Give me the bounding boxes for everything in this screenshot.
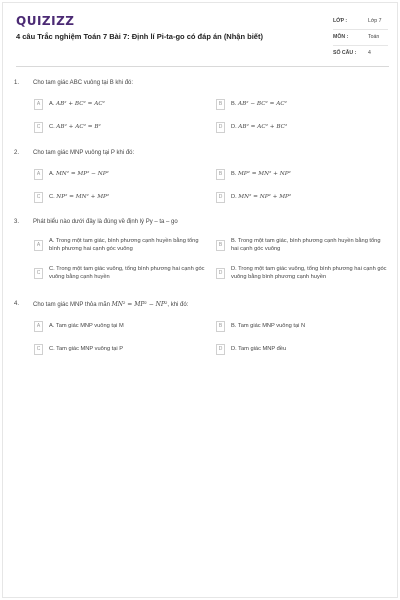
option-letter: D [216,192,225,203]
option-letter: D [216,122,225,133]
quizizz-logo: QUIZIZZ [16,14,75,28]
option-letter: B [216,240,225,251]
option-text: C. NP² = MN² + MP² [49,194,110,200]
option-letter: A [34,240,43,251]
option-text: D. AB² = AC² + BC² [231,124,288,130]
option-text: A. MN² = MP² − NP² [49,171,109,177]
option-text: C. Trong một tam giác vuông, tổng bình phương hai cạnh góc vuông bằng cạnh huyền [49,266,205,280]
option-text: A. Trong một tam giác, bình phương cạnh huyền bằng tổng bình phương hai cạnh góc vuông [49,238,199,252]
question-text: Cho tam giác ABC vuông tại B khi đó: [33,80,134,86]
question-number: 1. [14,80,20,86]
option-text: A. AB² + BC² = AC² [49,101,105,107]
option-letter: B [216,169,225,180]
option-text: A. Tam giác MNP vuông tại M [49,323,124,329]
question-number: 2. [14,150,20,156]
option-text: D. MN² = NP² + MP² [231,194,292,200]
option-letter: C [34,192,43,203]
option-letter: A [34,99,43,110]
option-text: B. Trong một tam giác, bình phương cạnh huyền bằng tổng hai cạnh góc vuông [231,238,381,252]
option-letter: A [34,169,43,180]
option-letter: D [216,268,225,279]
meta-value: 4 [368,50,371,56]
option-letter: A [34,321,43,332]
option-text: B. Tam giác MNP vuông tại N [231,323,306,329]
meta-value: Lớp 7 [368,18,382,24]
option-letter: D [216,344,225,355]
question-text: Cho tam giác MNP vuông tại P khi đó: [33,150,135,156]
page-frame [2,2,398,598]
meta-label: SỐ CÂU : [333,50,357,56]
meta-box [333,14,388,61]
option-letter: C [34,344,43,355]
option-text: D. Tam giác MNP đều [231,346,287,352]
option-text: B. MP² = MN² + NP² [231,171,291,177]
option-letter: C [34,268,43,279]
question-number: 3. [14,219,20,225]
question-text: Cho tam giác MNP thỏa mãn MN² = MP² − NP², khi đó: [33,301,189,308]
meta-row-subject [333,30,388,46]
header-divider [16,66,389,67]
meta-label: MÔN : [333,34,349,40]
meta-value: Toán [368,34,380,40]
question-number: 4. [14,301,20,307]
option-text: C. AB² + AC² = B² [49,124,101,130]
page-title: 4 câu Trắc nghiệm Toán 7 Bài 7: Định lí Pi-ta-go có đáp án (Nhận biết) [16,32,263,41]
meta-label: LỚP : [333,18,348,24]
question-text: Phát biểu nào dưới đây là đúng về định lý Py – ta – go [33,219,178,225]
option-text: D. Trong một tam giác vuông, tổng bình phương hai cạnh góc vuông bằng bình phương cạnh huyền [231,266,387,280]
meta-row-count [333,46,388,61]
option-text: B. AB² − BC² = AC² [231,101,287,107]
option-letter: B [216,321,225,332]
meta-row-grade [333,14,388,30]
option-letter: B [216,99,225,110]
option-text: C. Tam giác MNP vuông tại P [49,346,124,352]
option-letter: C [34,122,43,133]
